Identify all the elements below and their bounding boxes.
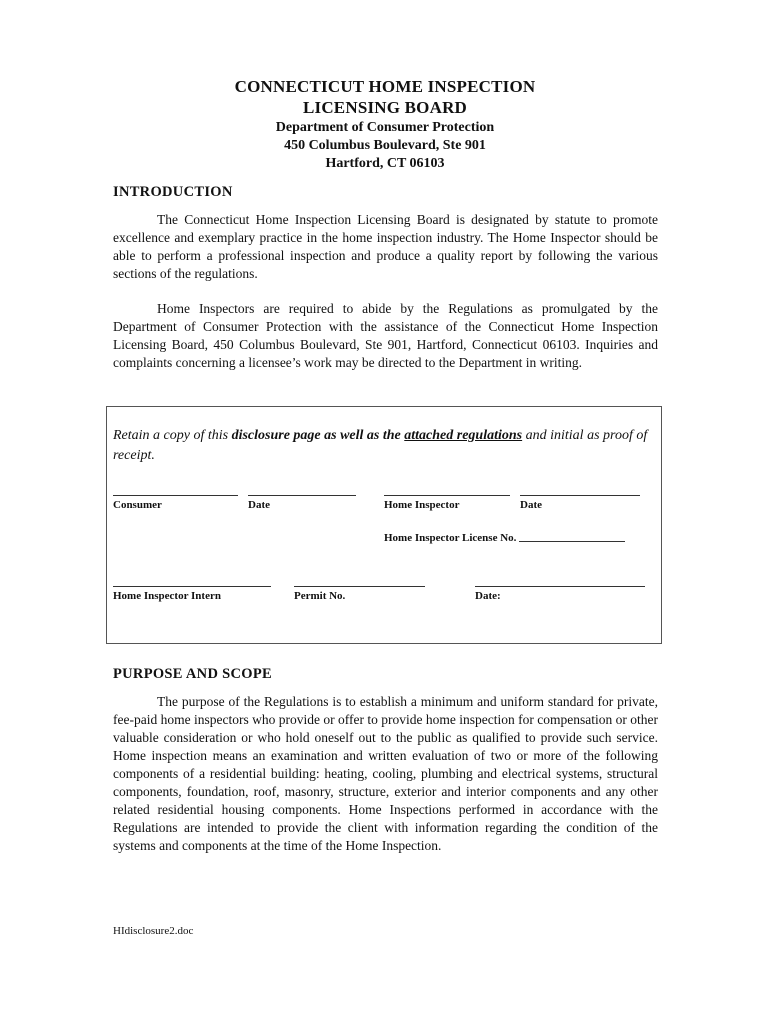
intern-signature-line[interactable] (113, 586, 271, 587)
home-inspector-label: Home Inspector (384, 499, 460, 511)
introduction-heading: INTRODUCTION (113, 184, 233, 200)
retain-prefix: Retain a copy of this (113, 428, 232, 443)
department-city: Hartford, CT 06103 (325, 156, 445, 171)
department-address: 450 Columbus Boulevard, Ste 901 (284, 138, 486, 153)
license-number-row (384, 532, 625, 545)
intern-date-line[interactable] (475, 586, 645, 587)
consumer-date-line[interactable] (248, 495, 356, 496)
retain-suffix: and initial as proof of receipt. (113, 428, 648, 463)
license-number-line[interactable] (519, 541, 625, 542)
home-inspector-signature-line[interactable] (384, 495, 510, 496)
license-number-label: Home Inspector License No. (384, 532, 517, 544)
permit-number-line[interactable] (294, 586, 425, 587)
retain-bold-text: disclosure page as well as the (231, 428, 405, 443)
introduction-paragraph-2: Home Inspectors are required to abide by the Regulations as promulgated by the Department of Consumer Protection with the assistance of the Connecticut Home Inspection Licensing Board, 450 Columbus Boulevard, Ste 901, Hartford, Connecticut 06103. Inquiries and complaints concerning a licensee’s work may be directed to the Department in writing. (113, 301, 658, 370)
home-inspector-date-line[interactable] (520, 495, 640, 496)
attached-regulations-link[interactable]: attached regulations (404, 428, 523, 443)
department-name: Department of Consumer Protection (275, 120, 495, 135)
intern-label: Home Inspector Intern (113, 590, 221, 602)
consumer-label: Consumer (113, 499, 162, 511)
introduction-paragraph-1: The Connecticut Home Inspection Licensing Board is designated by statute to promote excellence and exemplary practice in the home inspection industry. The Home Inspector should be able to perform a professional inspection and produce a quality report by following the various sections of the regulations. (113, 212, 658, 281)
retain-copy-notice (113, 426, 658, 466)
permit-number-label: Permit No. (294, 590, 346, 602)
consumer-signature-line[interactable] (113, 495, 238, 496)
board-title-line2: LICENSING BOARD (302, 98, 468, 117)
purpose-heading: PURPOSE AND SCOPE (113, 666, 272, 682)
board-title-line1: CONNECTICUT HOME INSPECTION (234, 77, 536, 96)
purpose-paragraph: The purpose of the Regulations is to establish a minimum and uniform standard for private, fee-paid home inspectors who provide or offer to provide home inspection for compensation or other valuable consideration or who hold oneself out to the public as qualified to provide such service. Home inspection means an examination and written evaluation of two or more of the following components of a residential building: heating, cooling, plumbing and electrical systems, structural components, foundation, roof, masonry, structure, exterior and interior components and any other related residential housing components. Home Inspections performed in accordance with the Regulations are intended to provide the client with information regarding the condition of the systems and components at the time of the Home Inspection. (113, 694, 658, 853)
intern-date-label: Date: (475, 590, 501, 602)
consumer-date-label: Date (248, 499, 270, 511)
footer-filename: HIdisclosure2.doc (113, 925, 194, 937)
home-inspector-date-label: Date (520, 499, 542, 511)
